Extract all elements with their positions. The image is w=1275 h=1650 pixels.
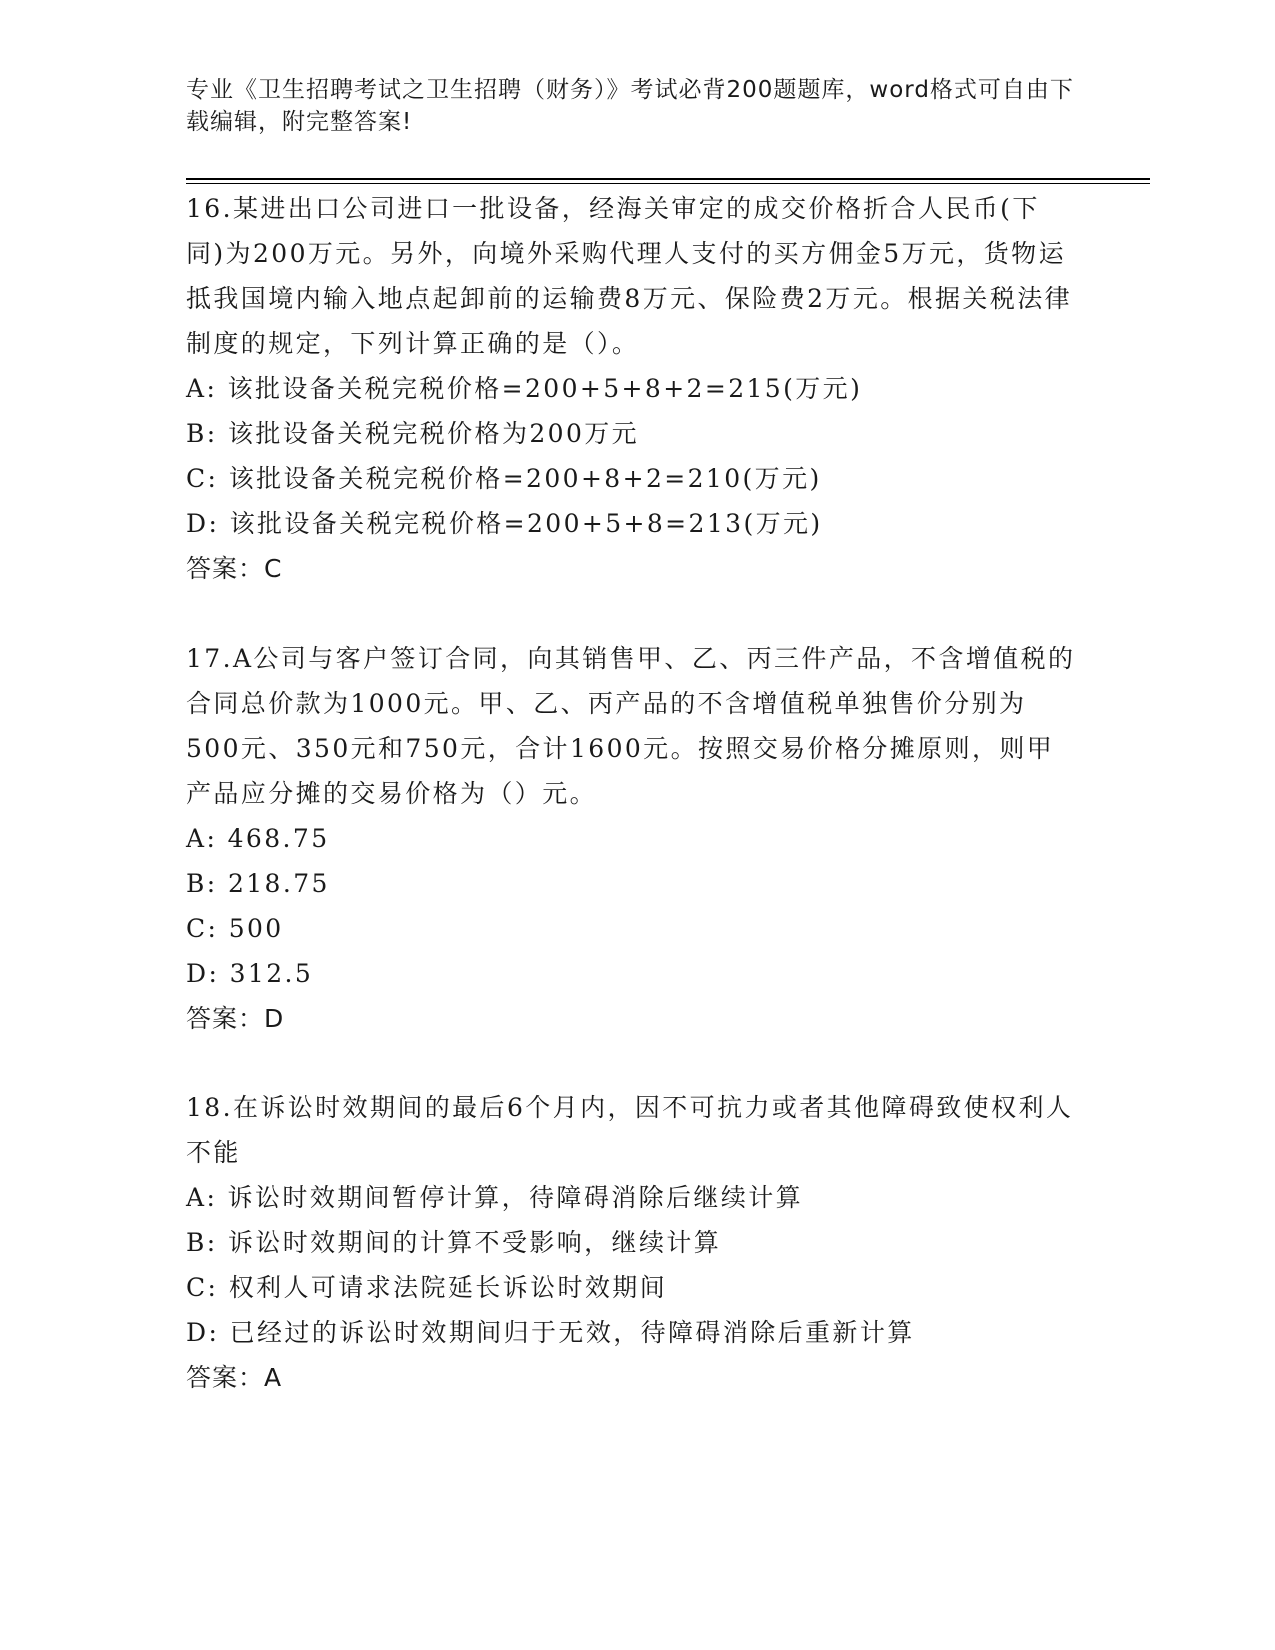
question-text: 16.某进出口公司进口一批设备，经海关审定的成交价格折合人民币(下同)为200万元。另外，向境外采购代理人支付的买方佣金5万元，货物运抵我国境内输入地点起卸前的运输费8万元、保险费2万元。根据关税法律制度的规定，下列计算正确的是（）。 (186, 194, 1073, 358)
answer: 答案：C (186, 554, 283, 583)
option-a: A: 诉讼时效期间暂停计算，待障碍消除后继续计算 (186, 1183, 804, 1212)
question-16 (186, 186, 1076, 591)
option-d: D: 该批设备关税完税价格=200+5+8=213(万元) (186, 509, 823, 538)
question-18 (186, 1085, 1076, 1400)
option-b: B: 该批设备关税完税价格为200万元 (186, 419, 640, 448)
option-a: A: 468.75 (186, 824, 330, 853)
question-17 (186, 636, 1076, 1041)
answer: 答案：D (186, 1004, 285, 1033)
option-c: C: 该批设备关税完税价格=200+8+2=210(万元) (186, 464, 822, 493)
header-divider-thick (186, 178, 1150, 180)
header-divider-thin (186, 183, 1150, 184)
option-d: D: 已经过的诉讼时效期间归于无效，待障碍消除后重新计算 (186, 1318, 915, 1347)
option-d: D: 312.5 (186, 959, 314, 988)
option-c: C: 权利人可请求法院延长诉讼时效期间 (186, 1273, 668, 1302)
option-a: A: 该批设备关税完税价格=200+5+8+2=215(万元) (186, 374, 863, 403)
question-text: 18.在诉讼时效期间的最后6个月内，因不可抗力或者其他障碍致使权利人不能 (186, 1093, 1074, 1167)
question-text: 17.A公司与客户签订合同，向其销售甲、乙、丙三件产品，不含增值税的合同总价款为1000元。甲、乙、丙产品的不含增值税单独售价分别为500元、350元和750元，合计1600元。按照交易价格分摊原则，则甲产品应分摊的交易价格为（）元。 (186, 644, 1076, 808)
document-header: 专业《卫生招聘考试之卫生招聘（财务）》考试必背200题题库，word格式可自由下载编辑，附完整答案! (186, 77, 1074, 135)
option-b: B: 218.75 (186, 869, 330, 898)
option-b: B: 诉讼时效期间的计算不受影响，继续计算 (186, 1228, 722, 1257)
option-c: C: 500 (186, 914, 284, 943)
answer: 答案：A (186, 1363, 283, 1392)
